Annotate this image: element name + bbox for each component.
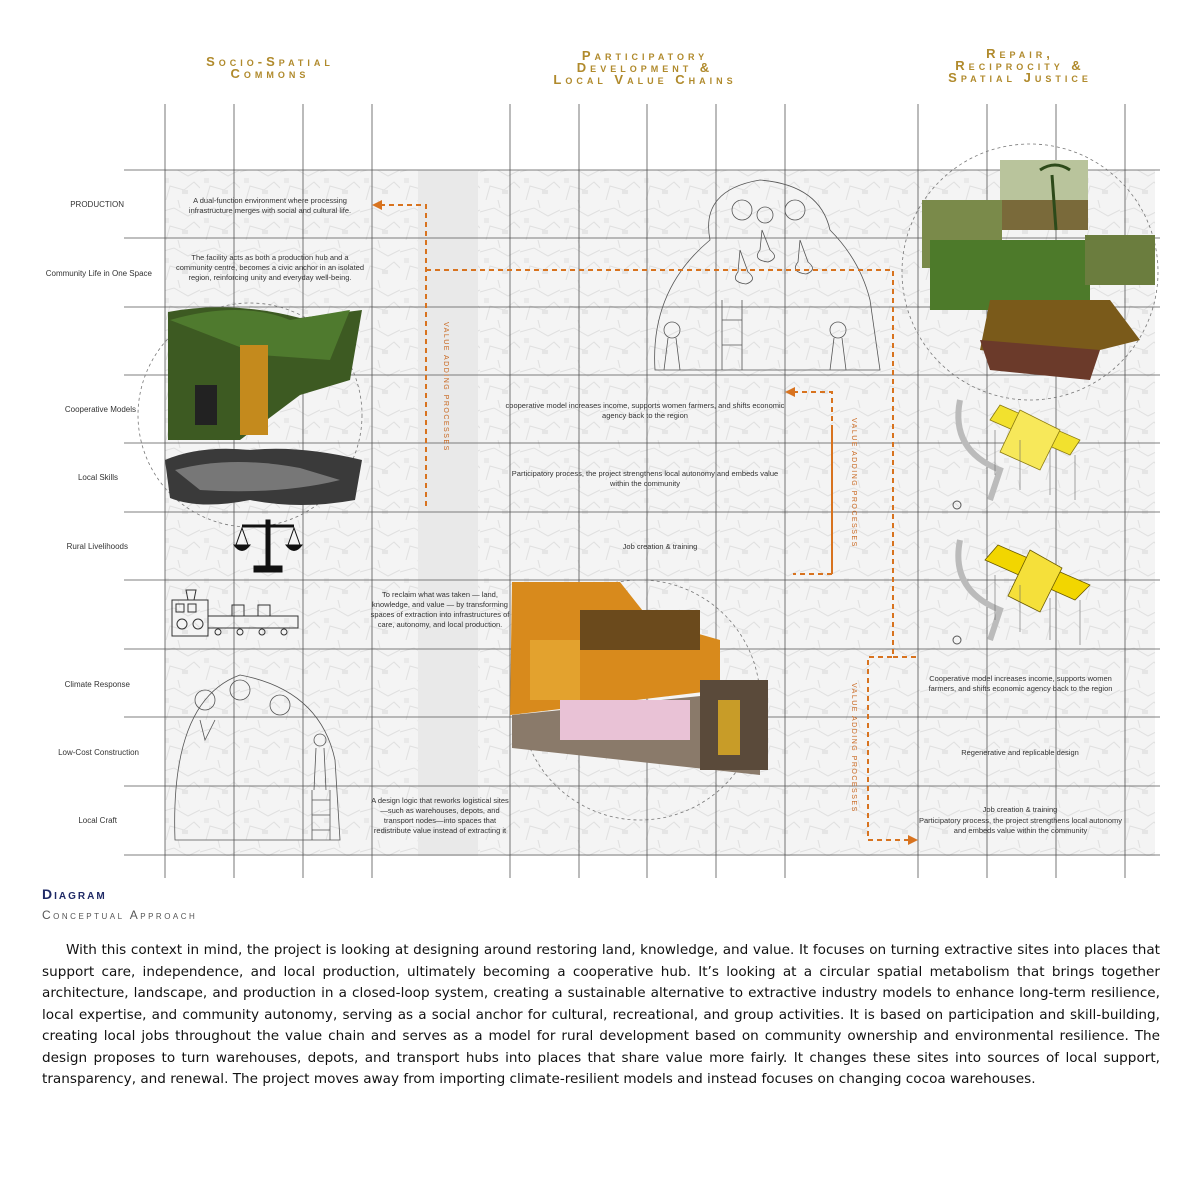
- row-label-cooperative-models: Cooperative Models: [64, 405, 136, 414]
- diagram-subtitle: Conceptual Approach: [42, 908, 198, 922]
- cell-design-logic: A design logic that reworks logistical sites—such as warehouses, depots, and transport nodes—into spaces that redistribute value instead of extracting it: [371, 796, 509, 835]
- arrow-label-left: VALUE ADDING PROCESSES: [442, 322, 449, 452]
- row-label-community-life: Community Life in One Space: [45, 269, 152, 278]
- cell-jobs-right: Job creation & training: [982, 805, 1058, 814]
- row-label-local-craft: Local Craft: [78, 816, 117, 825]
- arrow-label-right: VALUE ADDING PROCESSES: [850, 683, 857, 813]
- river-strip: [418, 170, 478, 856]
- cell-participatory-right: Participatory process, the project strengthens local autonomy and embeds value within the community: [918, 816, 1123, 835]
- row-label-climate-response: Climate Response: [64, 680, 130, 689]
- body-paragraph: With this context in mind, the project is looking at designing around restoring land, knowledge, and value. It focuses on turning extractive sites into places that support care, independence, and local production, ultimately becoming a cooperative hub. It’s looking at a circular spatial metabolism that brings together architecture, landscape, and production in a closed-loop system, creating a sustainable alternative to extractive industry models to enhance long-term resilience, local expertise, and community autonomy, serving as a social anchor for cultural, recreational, and group activities. It is based on participation and skill-building, creating local jobs throughout the value chain and serves as a model for rural development based on community ownership and environmental resilience. The design proposes to turn warehouses, depots, and transport hubs into places that share value more fairly. It changes these sites into sources of local support, transparency, and renewal. The project moves away from importing climate-resilient models and instead focuses on changing cocoa warehouses.: [42, 942, 1160, 1087]
- cell-coop-right: Cooperative model increases income, supports women farmers, and shifts economic agency back to the region: [928, 674, 1113, 693]
- cell-production: A dual-function environment where processing infrastructure merges with social and cultural life.: [188, 196, 352, 215]
- column-heading-socio-spatial: Socio-Spatial Commons: [206, 54, 334, 81]
- arrow-label-center: VALUE ADDING PROCESSES: [850, 418, 857, 548]
- row-label-low-cost-construction: Low-Cost Construction: [58, 748, 139, 757]
- cell-jobs: Job creation & training: [622, 542, 698, 551]
- cell-reclaim: To reclaim what was taken — land, knowledge, and value — by transforming spaces of extraction into infrastructures of care, autonomy, and local production.: [370, 590, 510, 629]
- column-heading-participatory: Participatory Development & Local Value Chains: [553, 48, 737, 87]
- cell-skills: Participatory process, the project strengthens local autonomy and embeds value within the community: [511, 469, 779, 488]
- cell-regenerative: Regenerative and replicable design: [961, 748, 1079, 757]
- cell-coop: cooperative model increases income, supports women farmers, and shifts economic agency back to the region: [505, 401, 785, 420]
- row-label-rural-livelihoods: Rural Livelihoods: [66, 542, 128, 551]
- diagram-title: Diagram: [42, 886, 107, 902]
- cell-community: The facility acts as both a production hub and a community centre, becomes a civic anchor in an isolated region, reinforcing unity and everyday well-being.: [175, 253, 364, 282]
- row-label-local-skills: Local Skills: [77, 473, 118, 482]
- column-heading-repair: Repair, Reciprocity & Spatial Justice: [948, 46, 1092, 85]
- row-label-production: PRODUCTION: [70, 200, 124, 209]
